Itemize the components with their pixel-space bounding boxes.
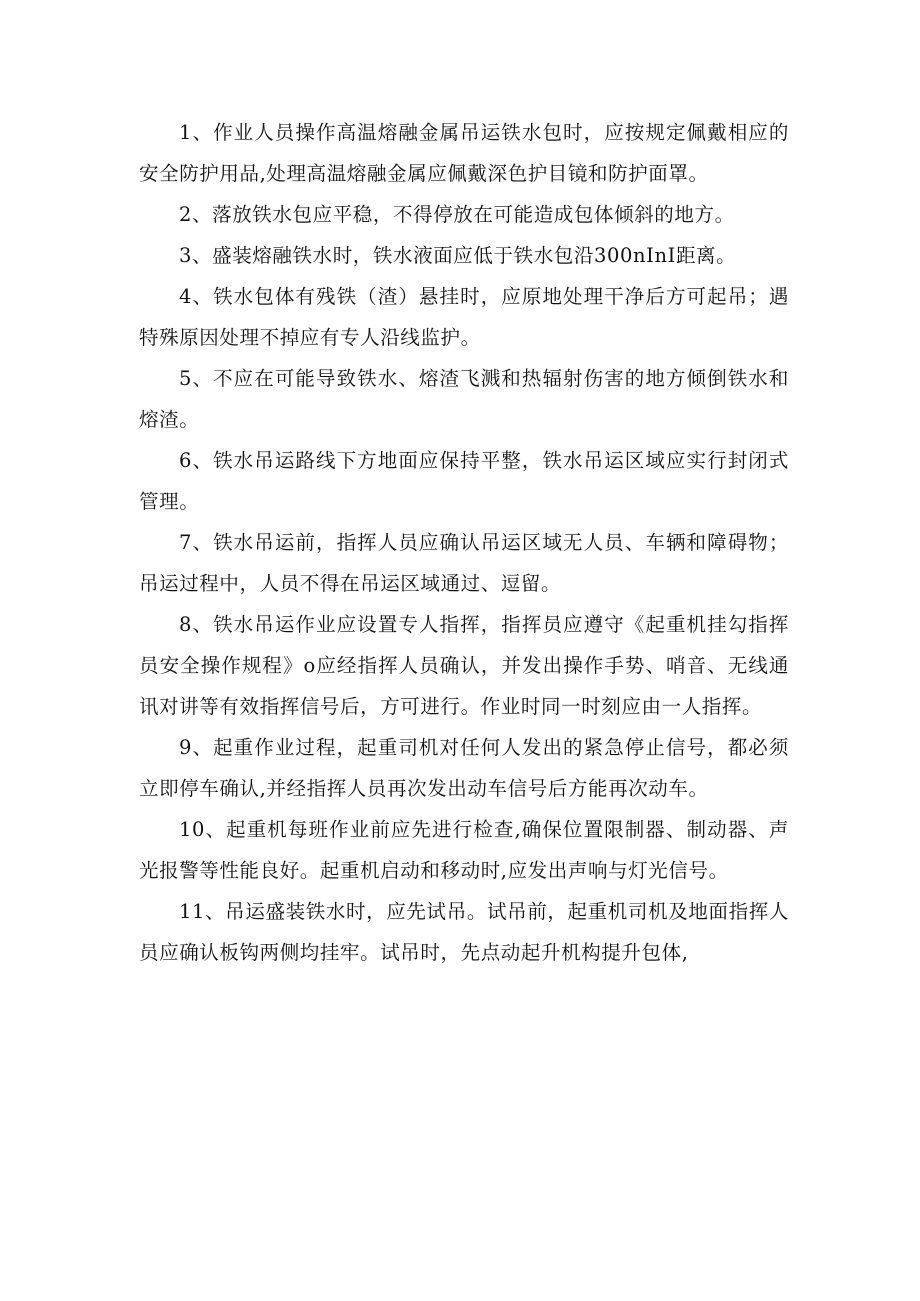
paragraph-10: 10、起重机每班作业前应先进行检查,确保位置限制器、制动器、声光报警等性能良好。起重机启动和移动时,应发出声响与灯光信号。 <box>139 818 789 882</box>
paragraph-1: 1、作业人员操作高温熔融金属吊运铁水包时，应按规定佩戴相应的安全防护用品,处理高温熔融金属应佩戴深色护目镜和防护面罩。 <box>139 121 789 185</box>
paragraph-11: 11、吊运盛装铁水时，应先试吊。试吊前，起重机司机及地面指挥人员应确认板钩两侧均挂牢。试吊时，先点动起升机构提升包体, <box>139 900 789 964</box>
paragraph-8: 8、铁水吊运作业应设置专人指挥，指挥员应遵守《起重机挂勾指挥员安全操作规程》o应经指挥人员确认，并发出操作手势、哨音、无线通讯对讲等有效指挥信号后，方可进行。作业时同一时刻应由一人指挥。 <box>139 613 789 718</box>
paragraph-6: 6、铁水吊运路线下方地面应保持平整，铁水吊运区域应实行封闭式管理。 <box>139 449 789 513</box>
document-body <box>139 112 789 973</box>
paragraph-3: 3、盛装熔融铁水时，铁水液面应低于铁水包沿300nInI距离。 <box>179 244 737 267</box>
paragraph-9: 9、起重作业过程，起重司机对任何人发出的紧急停止信号，都必须立即停车确认,并经指挥人员再次发出动车信号后方能再次动车。 <box>139 736 789 800</box>
paragraph-5: 5、不应在可能导致铁水、熔渣飞溅和热辐射伤害的地方倾倒铁水和熔渣。 <box>139 367 789 431</box>
paragraph-7: 7、铁水吊运前，指挥人员应确认吊运区域无人员、车辆和障碍物；吊运过程中，人员不得在吊运区域通过、逗留。 <box>139 531 789 595</box>
paragraph-2: 2、落放铁水包应平稳，不得停放在可能造成包体倾斜的地方。 <box>179 203 735 226</box>
paragraph-4: 4、铁水包体有残铁（渣）悬挂时，应原地处理干净后方可起吊；遇特殊原因处理不掉应有专人沿线监护。 <box>139 285 789 349</box>
